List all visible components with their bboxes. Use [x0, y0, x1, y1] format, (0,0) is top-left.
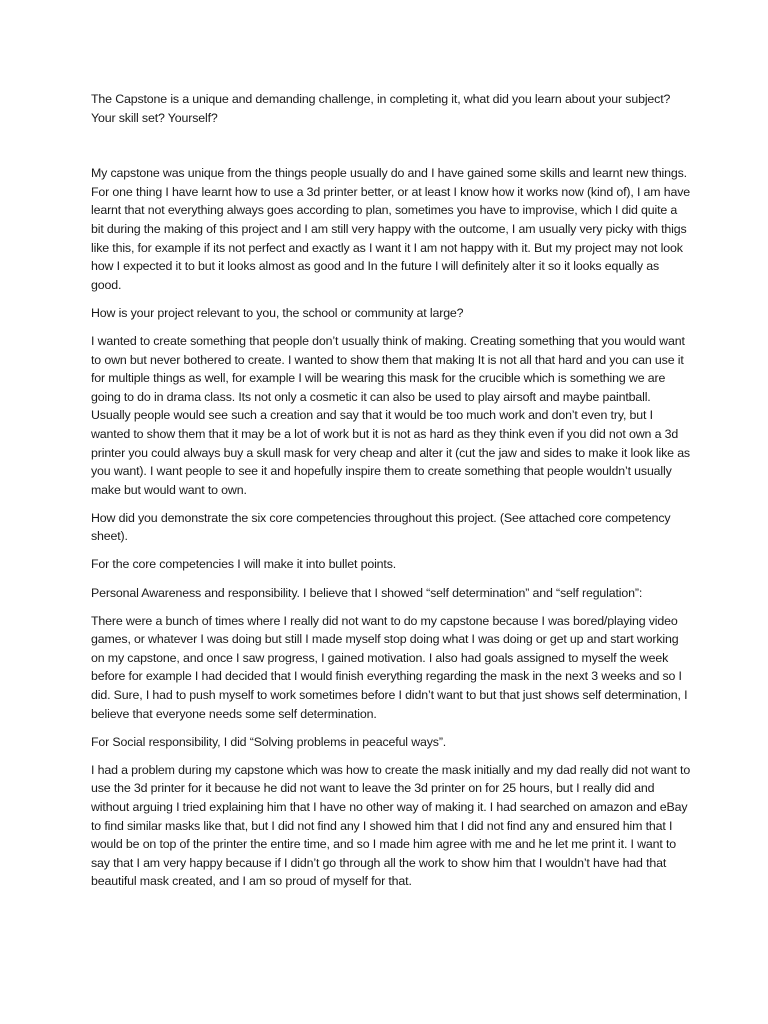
answer-project-relevance: I wanted to create something that people don’t usually think of making. Creating something that you would want to own but never bothered to create. I wanted to show them that making It is not all that hard and you can use it for multiple things as well, for example I will be wearing this mask for the crucible which is something we are going to do in drama class. Its not only a cosmetic it can also be used to play airsoft and maybe paintball. Usually people would see such a creation and say that it would be too much work and don’t even try, but I wanted to show them that it may be a lot of work but it is not as hard as they think even if you did not own a 3d printer you could always buy a skull mask for very cheap and alter it (cut the jaw and sides to make it look like as you want). I want people to see it and hopefully inspire them to create something that people wouldn’t usually make but would want to own. — [91, 333, 690, 497]
question-capstone-learning: The Capstone is a unique and demanding challenge, in completing it, what did you learn about your subject? Your skill set? Yourself? — [91, 92, 671, 125]
question-project-relevance: How is your project relevant to you, the school or community at large? — [91, 305, 464, 320]
social-responsibility-answer: I had a problem during my capstone which was how to create the mask initially and my dad really did not want to use the 3d printer for it because he did not want to leave the 3d printer on for 25 hours, but I really did and without arguing I tried explaining him that I have no other way of making it. I had searched on amazon and eBay to find similar masks like that, but I did not find any I showed him that I did not find any and ensured him that I would be on top of the printer the entire time, and so I made him agree with me and he let me print it. I want to say that I am very happy because if I didn’t go through all the work to show him that I wouldn’t have had that beautiful mask created, and I am so proud of myself for that. — [91, 762, 691, 889]
core-competencies-intro: For the core competencies I will make it into bullet points. — [91, 557, 397, 572]
social-responsibility-heading: For Social responsibility, I did “Solving problems in peaceful ways”. — [91, 734, 447, 749]
personal-awareness-heading: Personal Awareness and responsibility. I believe that I showed “self determination” and “self regulation”: — [91, 585, 643, 600]
answer-capstone-learning: My capstone was unique from the things people usually do and I have gained some skills and learnt new things. For one thing I have learnt how to use a 3d printer better, or at least I know how it works now (kind of), I am have learnt that not everything always goes according to plan, sometimes you have to improvise, which I did quite a bit during the making of this project and I am still very happy with the outcome, I am usually very picky with thigs like this, for example if its not perfect and exactly as I want it I am not happy with it. But my project may not look how I expected it to but it looks almost as good and In the future I will definitely alter it so it looks equally as good. — [91, 166, 691, 292]
personal-awareness-answer: There were a bunch of times where I really did not want to do my capstone because I was bored/playing video games, or whatever I was doing but still I made myself stop doing what I was doing or get up and start working on my capstone, and once I saw progress, I gained motivation. I also had goals assigned to myself the week before for example I had decided that I would finish everything regarding the mask in the next 3 weeks and so I did. Sure, I had to push myself to work sometimes before I didn’t want to but that just shows self determination, I believe that everyone needs some self determination. — [91, 613, 688, 721]
question-core-competencies: How did you demonstrate the six core competencies throughout this project. (See attached core competency sheet). — [91, 510, 671, 544]
document-body — [91, 90, 691, 900]
